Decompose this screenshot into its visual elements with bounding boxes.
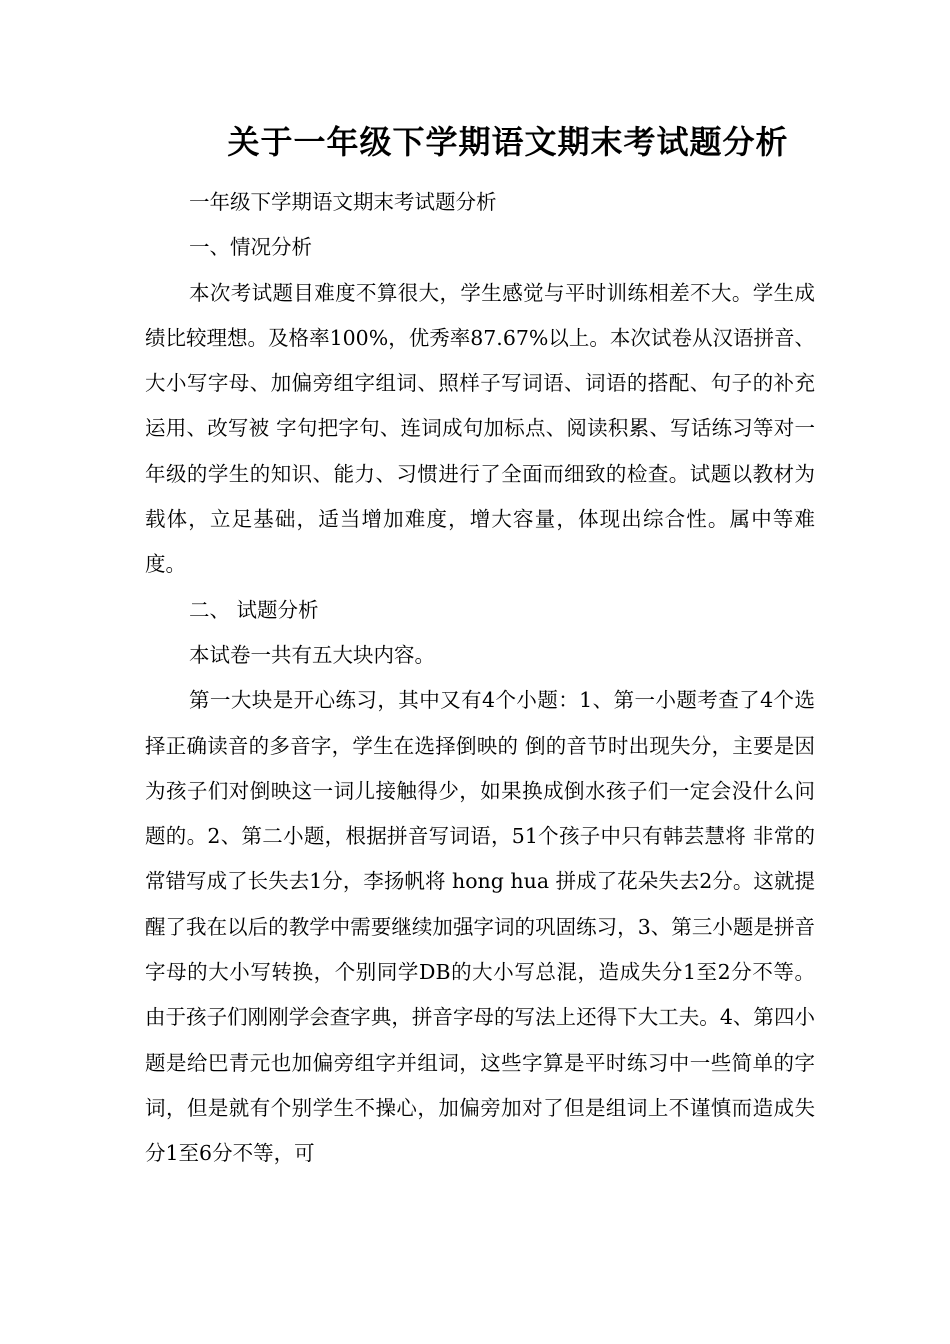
paragraph-section-1-heading: 一、情况分析 — [189, 235, 312, 260]
document-title: 关于一年级下学期语文期末考试题分析 — [227, 123, 789, 161]
paragraph-section-2-heading: 二、 试题分析 — [189, 597, 319, 622]
paragraph-part-one: 第一大块是开心练习，其中又有4个小题：1、第一小题考查了4个选择正确读音的多音字，学生在选择倒映的 倒的音节时出现失分，主要是因为孩子们对倒映这一词儿接触得少，如果换成倒水孩子们一定会没什么问题的。2、第二小题，根据拼音写词语，51个孩子中只有韩芸慧将 非常的常错写成了长失去1分，李扬帆将 hong hua 拼成了花朵失去2分。这就提醒了我在以后的教学中需要继续加强字词的巩固练习，3、第三小题是拼音字母的大小写转换，个别同学DB的大小写总混，造成失分1至2分不等。由于孩子们刚刚学会查字典，拼音字母的写法上还得下大工夫。4、第四小题是给巴青元也加偏旁组字并组词，这些字算是平时练习中一些简单的字词，但是就有个别学生不操心，加偏旁加对了但是组词上不谨慎而造成失分1至6分不等，可 — [145, 688, 815, 1166]
paragraph-overview: 本试卷一共有五大块内容。 — [189, 642, 435, 667]
document-body — [145, 180, 815, 1177]
paragraph-subtitle: 一年级下学期语文期末考试题分析 — [189, 190, 497, 214]
paragraph-situation-analysis: 本次考试题目难度不算很大，学生感觉与平时训练相差不大。学生成绩比较理想。及格率100%，优秀率87.67%以上。本次试卷从汉语拼音、大小写字母、加偏旁组字组词、照样子写词语、词语的搭配、句子的补充运用、改写被 字句把字句、连词成句加标点、阅读积累、写话练习等对一年级的学生的知识、能力、习惯进行了全面而细致的检查。试题以教材为载体，立足基础，适当增加难度，增大容量，体现出综合性。属中等难度。 — [145, 280, 815, 577]
